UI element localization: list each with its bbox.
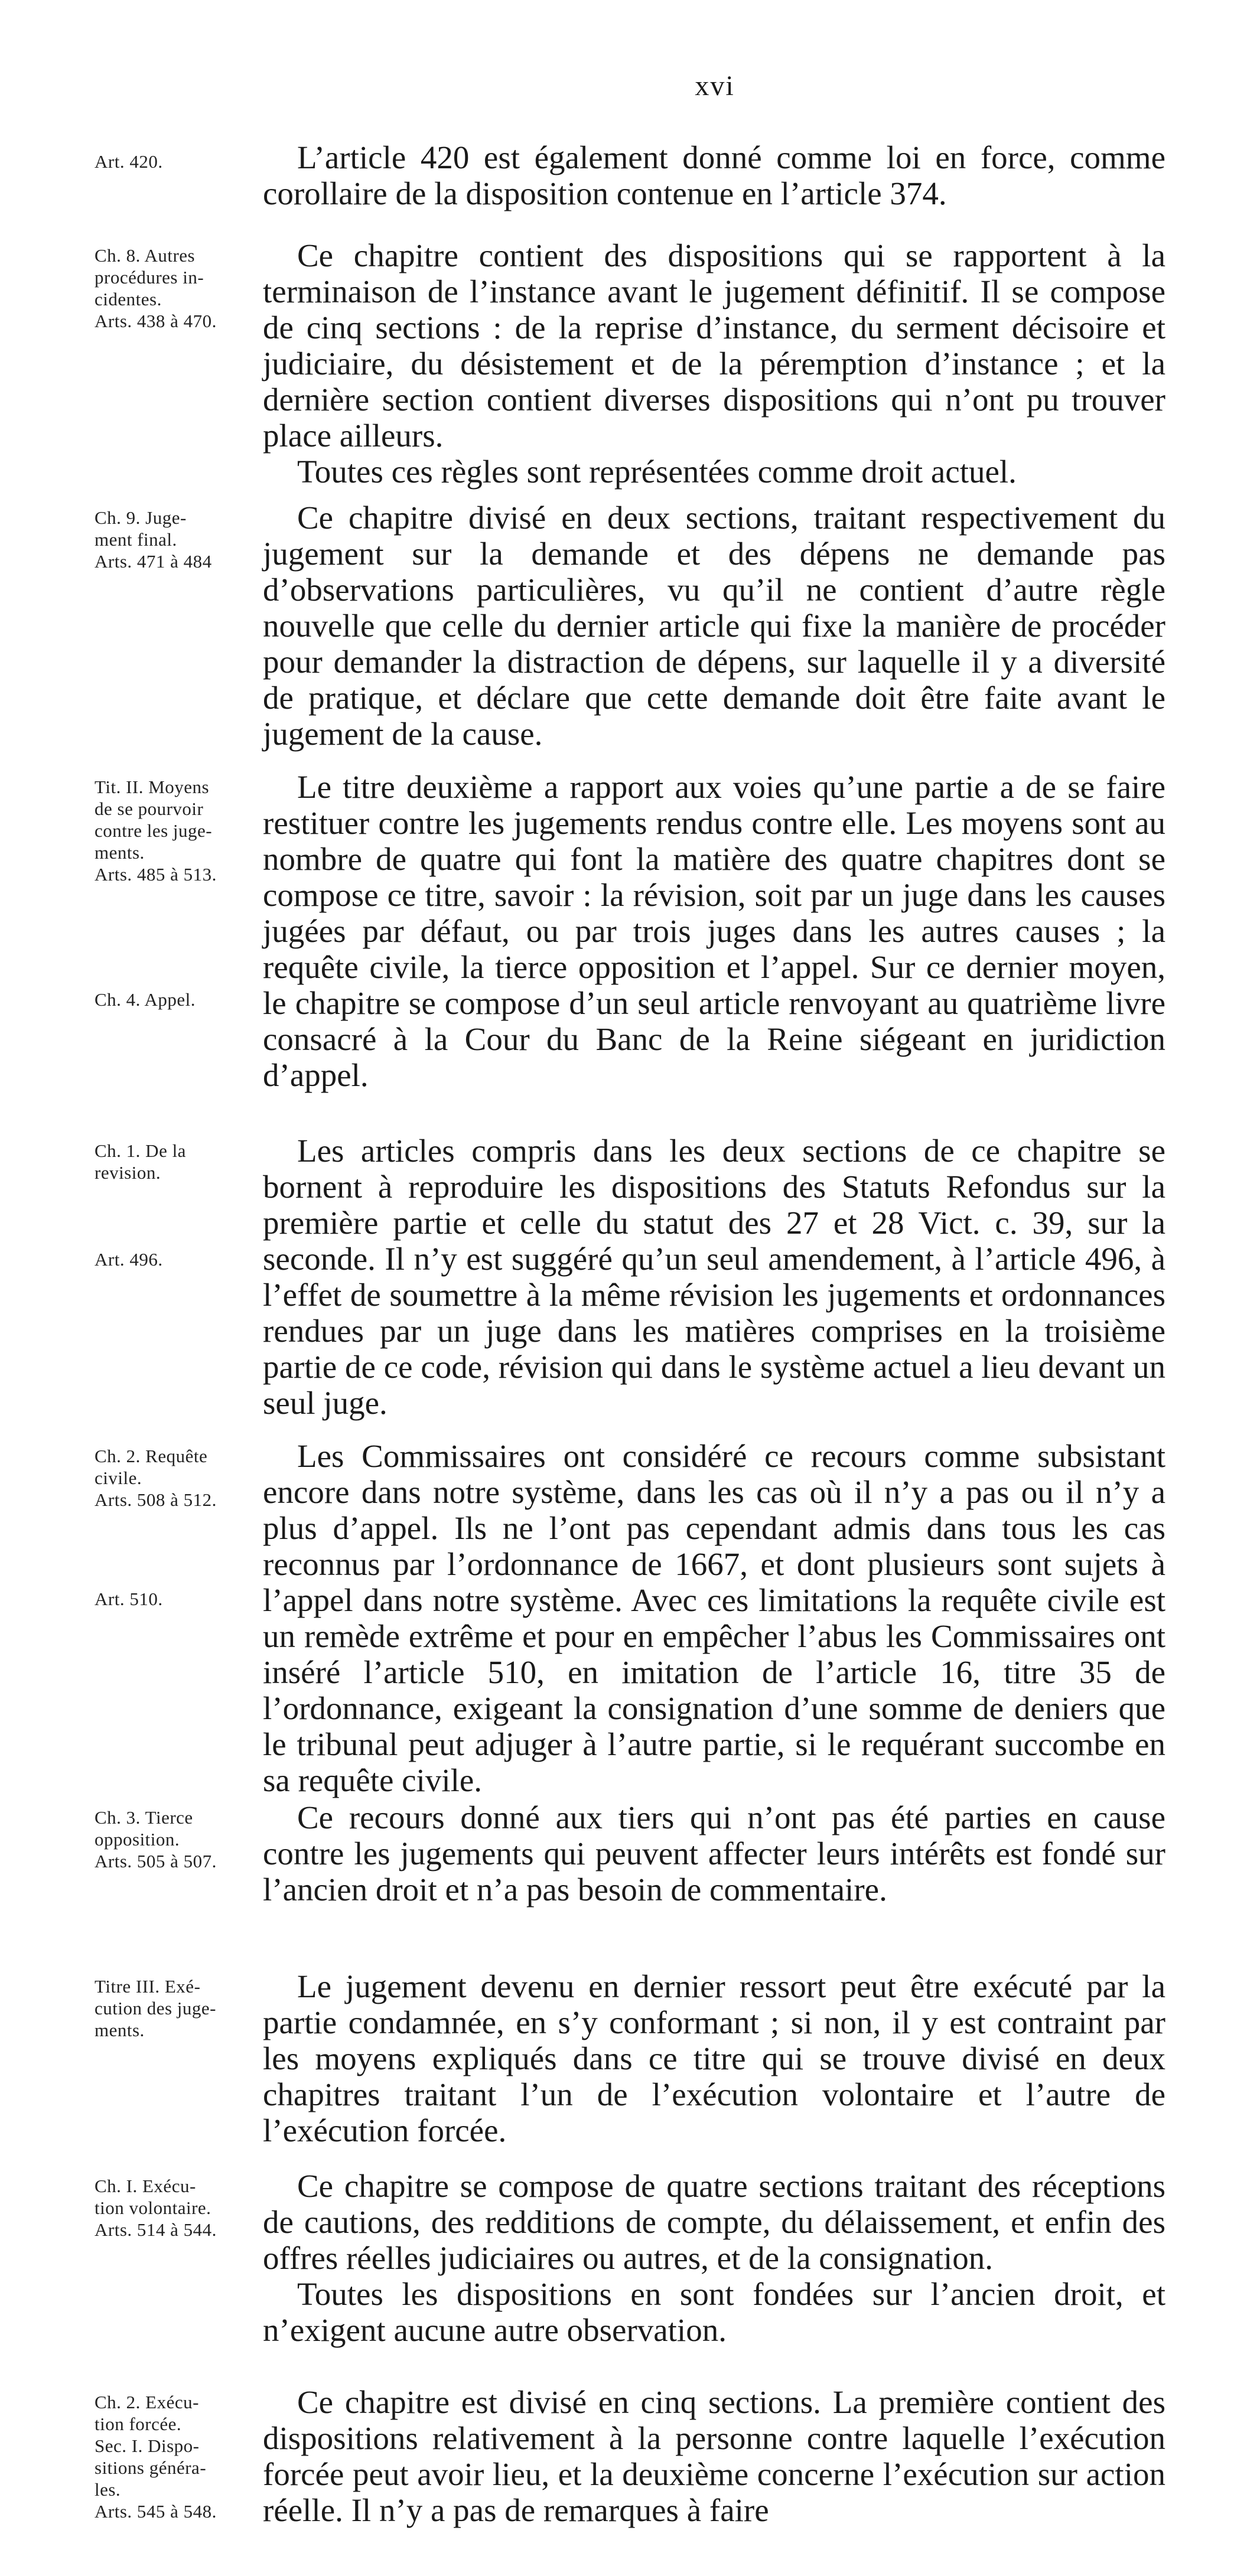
margin-note: Ch. I. Exécu- tion volontaire. Arts. 514 à 544. — [95, 2176, 217, 2240]
paragraph: Toutes les dispositions en sont fondées sur l’ancien droit, et n’exigent aucune autre observation. — [263, 2276, 1165, 2348]
entry-text — [263, 1799, 1165, 1907]
margin-note: Art. 510. — [95, 1589, 163, 1609]
margin-note: Ch. 2. Requête civile. Arts. 508 à 512. — [95, 1446, 217, 1510]
paragraph: Les articles compris dans les deux sections de ce chapitre se bornent à reproduire les dispositions des Statuts Refondus sur la première partie et celle du statut des 27 et 28 Vict. c. 39, sur la seconde. Il n’y est suggéré qu’un seul amendement, à l’article 496, à l’effet de soumettre à la même révision les jugements et ordonnances rendues par un juge dans les matières comprises en la troisième partie de ce code, révision qui dans le système actuel a lieu devant un seul juge. — [263, 1133, 1165, 1421]
entry-text — [263, 139, 1165, 211]
entry-text — [263, 1133, 1165, 1421]
margin-note: Ch. 3. Tierce opposition. Arts. 505 à 507. — [95, 1807, 217, 1871]
paragraph: Ce chapitre se compose de quatre sections traitant des réceptions de cautions, des redditions de compte, du délaissement, et enfin des offres réelles judiciaires ou autres, et de la consignation. — [263, 2168, 1165, 2276]
page-number: xvi — [695, 70, 735, 102]
margin-note: Art. 496. — [95, 1249, 163, 1270]
margin-note: Titre III. Exé- cution des juge- ments. — [95, 1976, 217, 2040]
paragraph: Le titre deuxième a rapport aux voies qu’une partie a de se faire restituer contre les jugements rendus contre elle. Les moyens sont au nombre de quatre qui font la matière des quatre chapitres dont se compose ce titre, savoir : la révision, soit par un juge dans les causes jugées par défaut, ou par trois juges dans les autres causes ; la requête civile, la tierce opposition et l’appel. Sur ce dernier moyen, le chapitre se compose d’un seul article renvoyant au quatrième livre consacré à la Cour du Banc de la Reine siégeant en juridiction d’appel. — [263, 769, 1165, 1093]
entry-text — [263, 2384, 1165, 2528]
paragraph: Ce chapitre est divisé en cinq sections. La première contient des dispositions relativement à la personne contre laquelle l’exécution forcée peut avoir lieu, et la deuxième concerne l’exécution sur action réelle. Il n’y a pas de remarques à faire — [263, 2384, 1165, 2528]
margin-note: Ch. 2. Exécu- tion forcée. Sec. I. Dispo- sitions généra- les. Arts. 545 à 548. — [95, 2392, 217, 2522]
paragraph: Ce chapitre contient des dispositions qui se rapportent à la terminaison de l’instance avant le jugement définitif. Il se compose de cinq sections : de la reprise d’instance, du serment décisoire et judiciaire, du désistement et de la péremption d’instance ; et la dernière section contient diverses dispositions qui n’ont pu trouver place ailleurs. — [263, 237, 1165, 454]
paragraph: Les Commissaires ont considéré ce recours comme subsistant encore dans notre système, dans les cas où il n’y a pas ou il n’y a plus d’appel. Ils ne l’ont pas cependant admis dans tous les cas reconnus par l’ordonnance de 1667, et dont plusieurs sont sujets à l’appel dans notre système. Avec ces limitations la requête civile est un remède extrême et pour en empêcher l’abus les Commissaires ont inséré l’article 510, en imitation de l’article 16, titre 35 de l’ordonnance, exigeant la consignation d’une somme de deniers que le tribunal peut adjuger à l’autre partie, si le requérant succombe en sa requête civile. — [263, 1438, 1165, 1798]
entry-text — [263, 769, 1165, 1093]
entry-text — [263, 1968, 1165, 2148]
entry-text — [263, 500, 1165, 752]
entry-text — [263, 2168, 1165, 2348]
paragraph: L’article 420 est également donné comme loi en force, comme corollaire de la disposition contenue en l’article 374. — [263, 139, 1165, 211]
paragraph: Ce recours donné aux tiers qui n’ont pas été parties en cause contre les jugements qui peuvent affecter leurs intérêts est fondé sur l’ancien droit et n’a pas besoin de commentaire. — [263, 1799, 1165, 1907]
margin-note: Tit. II. Moyens de se pourvoir contre les juge- ments. Arts. 485 à 513. — [95, 777, 217, 885]
margin-note: Ch. 8. Autres procédures in- cidentes. Arts. 438 à 470. — [95, 245, 217, 331]
paragraph: Le jugement devenu en dernier ressort peut être exécuté par la partie condamnée, en s’y conformant ; si non, il y est contraint par les moyens expliqués dans ce titre qui se trouve divisé en deux chapitres traitant l’un de l’exécution volontaire et l’autre de l’exécution forcée. — [263, 1968, 1165, 2148]
margin-note: Art. 420. — [95, 151, 163, 172]
paragraph: Toutes ces règles sont représentées comme droit actuel. — [297, 454, 1017, 490]
margin-note: Ch. 4. Appel. — [95, 989, 196, 1010]
paragraph: Ce chapitre divisé en deux sections, traitant respectivement du jugement sur la demande et des dépens ne demande pas d’observations particulières, vu qu’il ne contient d’autre règle nouvelle que celle du dernier article qui fixe la manière de procéder pour demander la distraction de dépens, sur laquelle il y a diversité de pratique, et déclare que cette demande doit être faite avant le jugement de la cause. — [263, 500, 1165, 752]
margin-note: Ch. 9. Juge- ment final. Arts. 471 à 484 — [95, 507, 212, 572]
entry-text — [263, 1438, 1165, 1798]
entry-text — [263, 237, 1165, 490]
margin-note: Ch. 1. De la revision. — [95, 1140, 186, 1183]
